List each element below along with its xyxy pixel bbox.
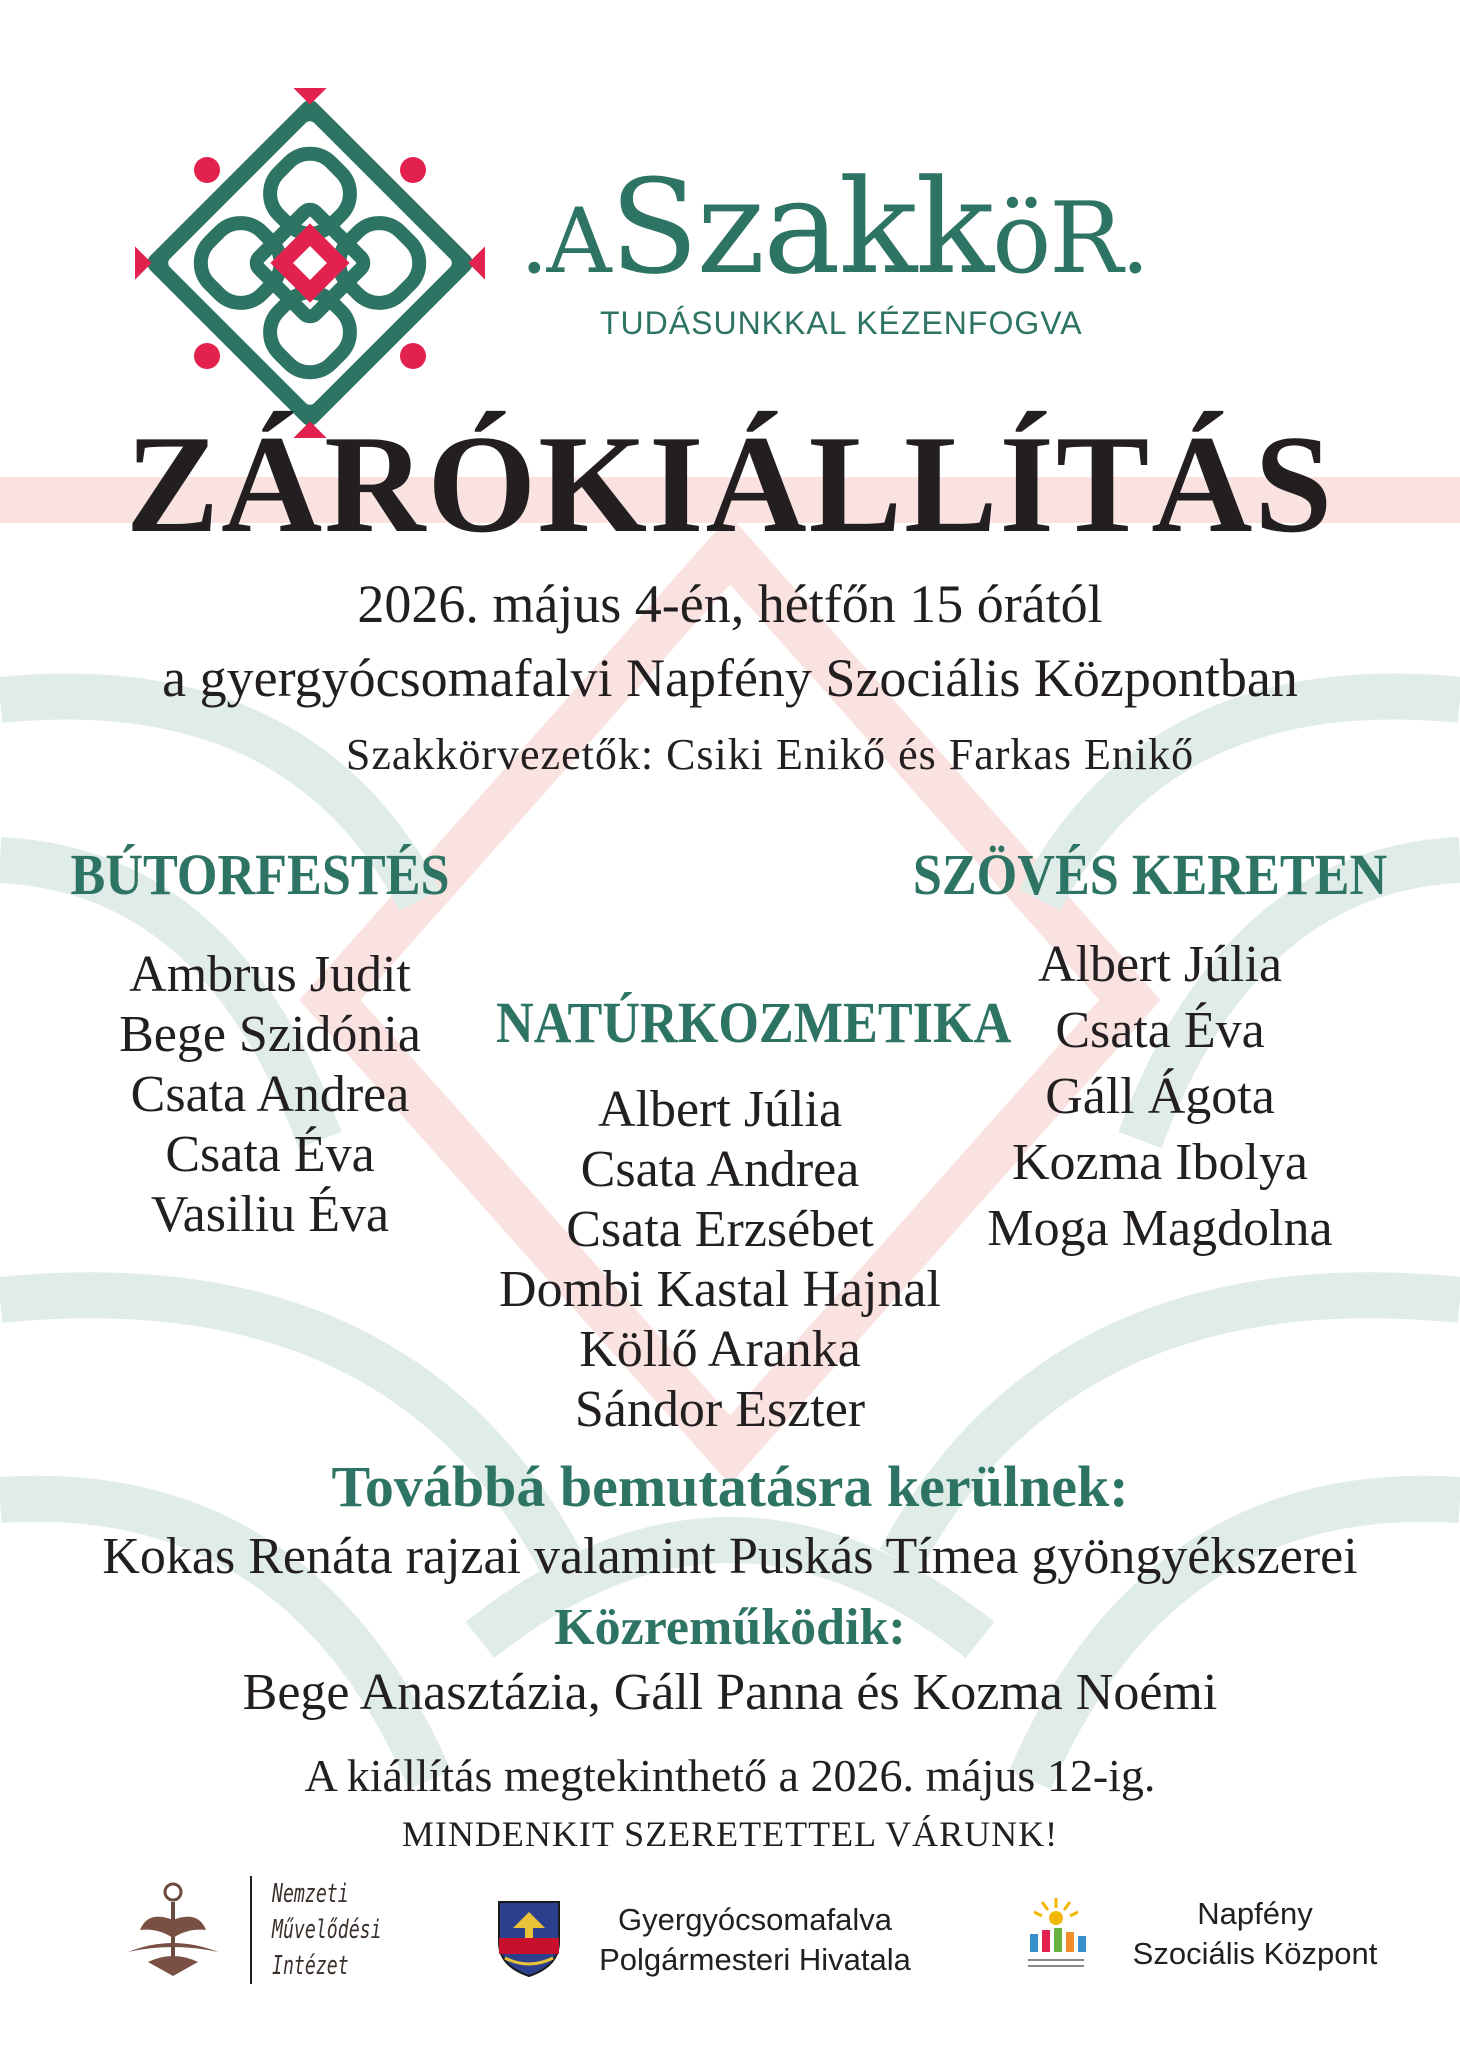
list-item: Moga Magdolna bbox=[987, 1200, 1333, 1257]
welcome-text: MINDENKIT SZERETETTEL VÁRUNK! bbox=[401, 1814, 1059, 1854]
list-item: Köllő Aranka bbox=[579, 1321, 861, 1378]
brand-name-suffix: öR bbox=[992, 182, 1122, 296]
list-item: Albert Júlia bbox=[1037, 936, 1283, 993]
list-item: Csata Andrea bbox=[130, 1066, 410, 1123]
brand-name-prefix: .A bbox=[520, 189, 610, 294]
list-item: Csata Erzsébet bbox=[566, 1201, 874, 1258]
town-crest-icon bbox=[495, 1898, 563, 1978]
viewing-period: A kiállítás megtekinthető a 2026. május 12-ig. bbox=[304, 1750, 1156, 1801]
name-list-naturkozmetika bbox=[440, 1080, 1000, 1440]
brand-name bbox=[520, 140, 1220, 315]
list-item: Csata Andrea bbox=[580, 1141, 860, 1198]
also-heading: Továbbá bemutatásra kerülnek: bbox=[331, 1454, 1129, 1519]
list-item: Csata Éva bbox=[1055, 1002, 1265, 1059]
napfeny-text bbox=[1105, 1894, 1405, 1974]
footer-divider bbox=[250, 1876, 252, 1984]
contributors-heading: Közreműködik: bbox=[554, 1599, 906, 1656]
brand-name-dot: . bbox=[1121, 189, 1148, 294]
list-item: Albert Júlia bbox=[597, 1081, 843, 1138]
list-item: Bege Szidónia bbox=[119, 1006, 421, 1063]
event-date: 2026. május 4-én, hétfőn 15 órától bbox=[357, 574, 1103, 634]
town-hall-text bbox=[570, 1900, 940, 1980]
napfeny-line: Napfény bbox=[1197, 1896, 1313, 1931]
brand-name-main: Szakk bbox=[609, 151, 993, 303]
name-list-szoves bbox=[930, 932, 1390, 1262]
event-leaders: Szakkörvezetők: Csiki Enikő és Farkas Enikő bbox=[345, 730, 1195, 779]
town-hall-line: Gyergyócsomafalva bbox=[618, 1902, 892, 1937]
list-item: Dombi Kastal Hajnal bbox=[499, 1261, 941, 1318]
brand-tagline: TUDÁSUNKKAL KÉZENFOGVA bbox=[600, 305, 1083, 341]
page-title: ZÁRÓKIÁLLÍTÁS bbox=[125, 407, 1335, 562]
nmi-line: Intézet bbox=[272, 1951, 349, 1981]
section-heading-szoves: SZÖVÉS KERETEN bbox=[912, 842, 1388, 907]
napfeny-line: Szociális Központ bbox=[1132, 1936, 1378, 1971]
section-heading-butorfestes: BÚTORFESTÉS bbox=[70, 842, 450, 907]
event-venue: a gyergyócsomafalvi Napfény Szociális Központban bbox=[162, 648, 1298, 708]
contributors-text: Bege Anasztázia, Gáll Panna és Kozma Noémi bbox=[242, 1664, 1218, 1721]
list-item: Csata Éva bbox=[165, 1126, 375, 1183]
nmi-line: Nemzeti bbox=[272, 1879, 349, 1909]
list-item: Sándor Eszter bbox=[574, 1381, 866, 1438]
szakkor-logo-ornament bbox=[135, 88, 485, 438]
napfeny-logo-icon bbox=[1022, 1894, 1090, 1974]
name-list-butorfestes bbox=[80, 945, 460, 1245]
also-text: Kokas Renáta rajzai valamint Puskás Tímea gyöngyékszerei bbox=[102, 1528, 1358, 1585]
nmi-logo-text bbox=[272, 1876, 382, 1984]
town-hall-line: Polgármesteri Hivatala bbox=[599, 1942, 911, 1977]
nmi-logo-icon bbox=[118, 1880, 228, 1980]
list-item: Vasiliu Éva bbox=[150, 1186, 390, 1243]
list-item: Kozma Ibolya bbox=[1011, 1134, 1308, 1191]
nmi-line: Művelődési bbox=[272, 1915, 382, 1945]
section-heading-naturkozmetika: NATÚRKOZMETIKA bbox=[496, 990, 1012, 1055]
list-item: Ambrus Judit bbox=[129, 946, 411, 1003]
list-item: Gáll Ágota bbox=[1045, 1068, 1275, 1125]
